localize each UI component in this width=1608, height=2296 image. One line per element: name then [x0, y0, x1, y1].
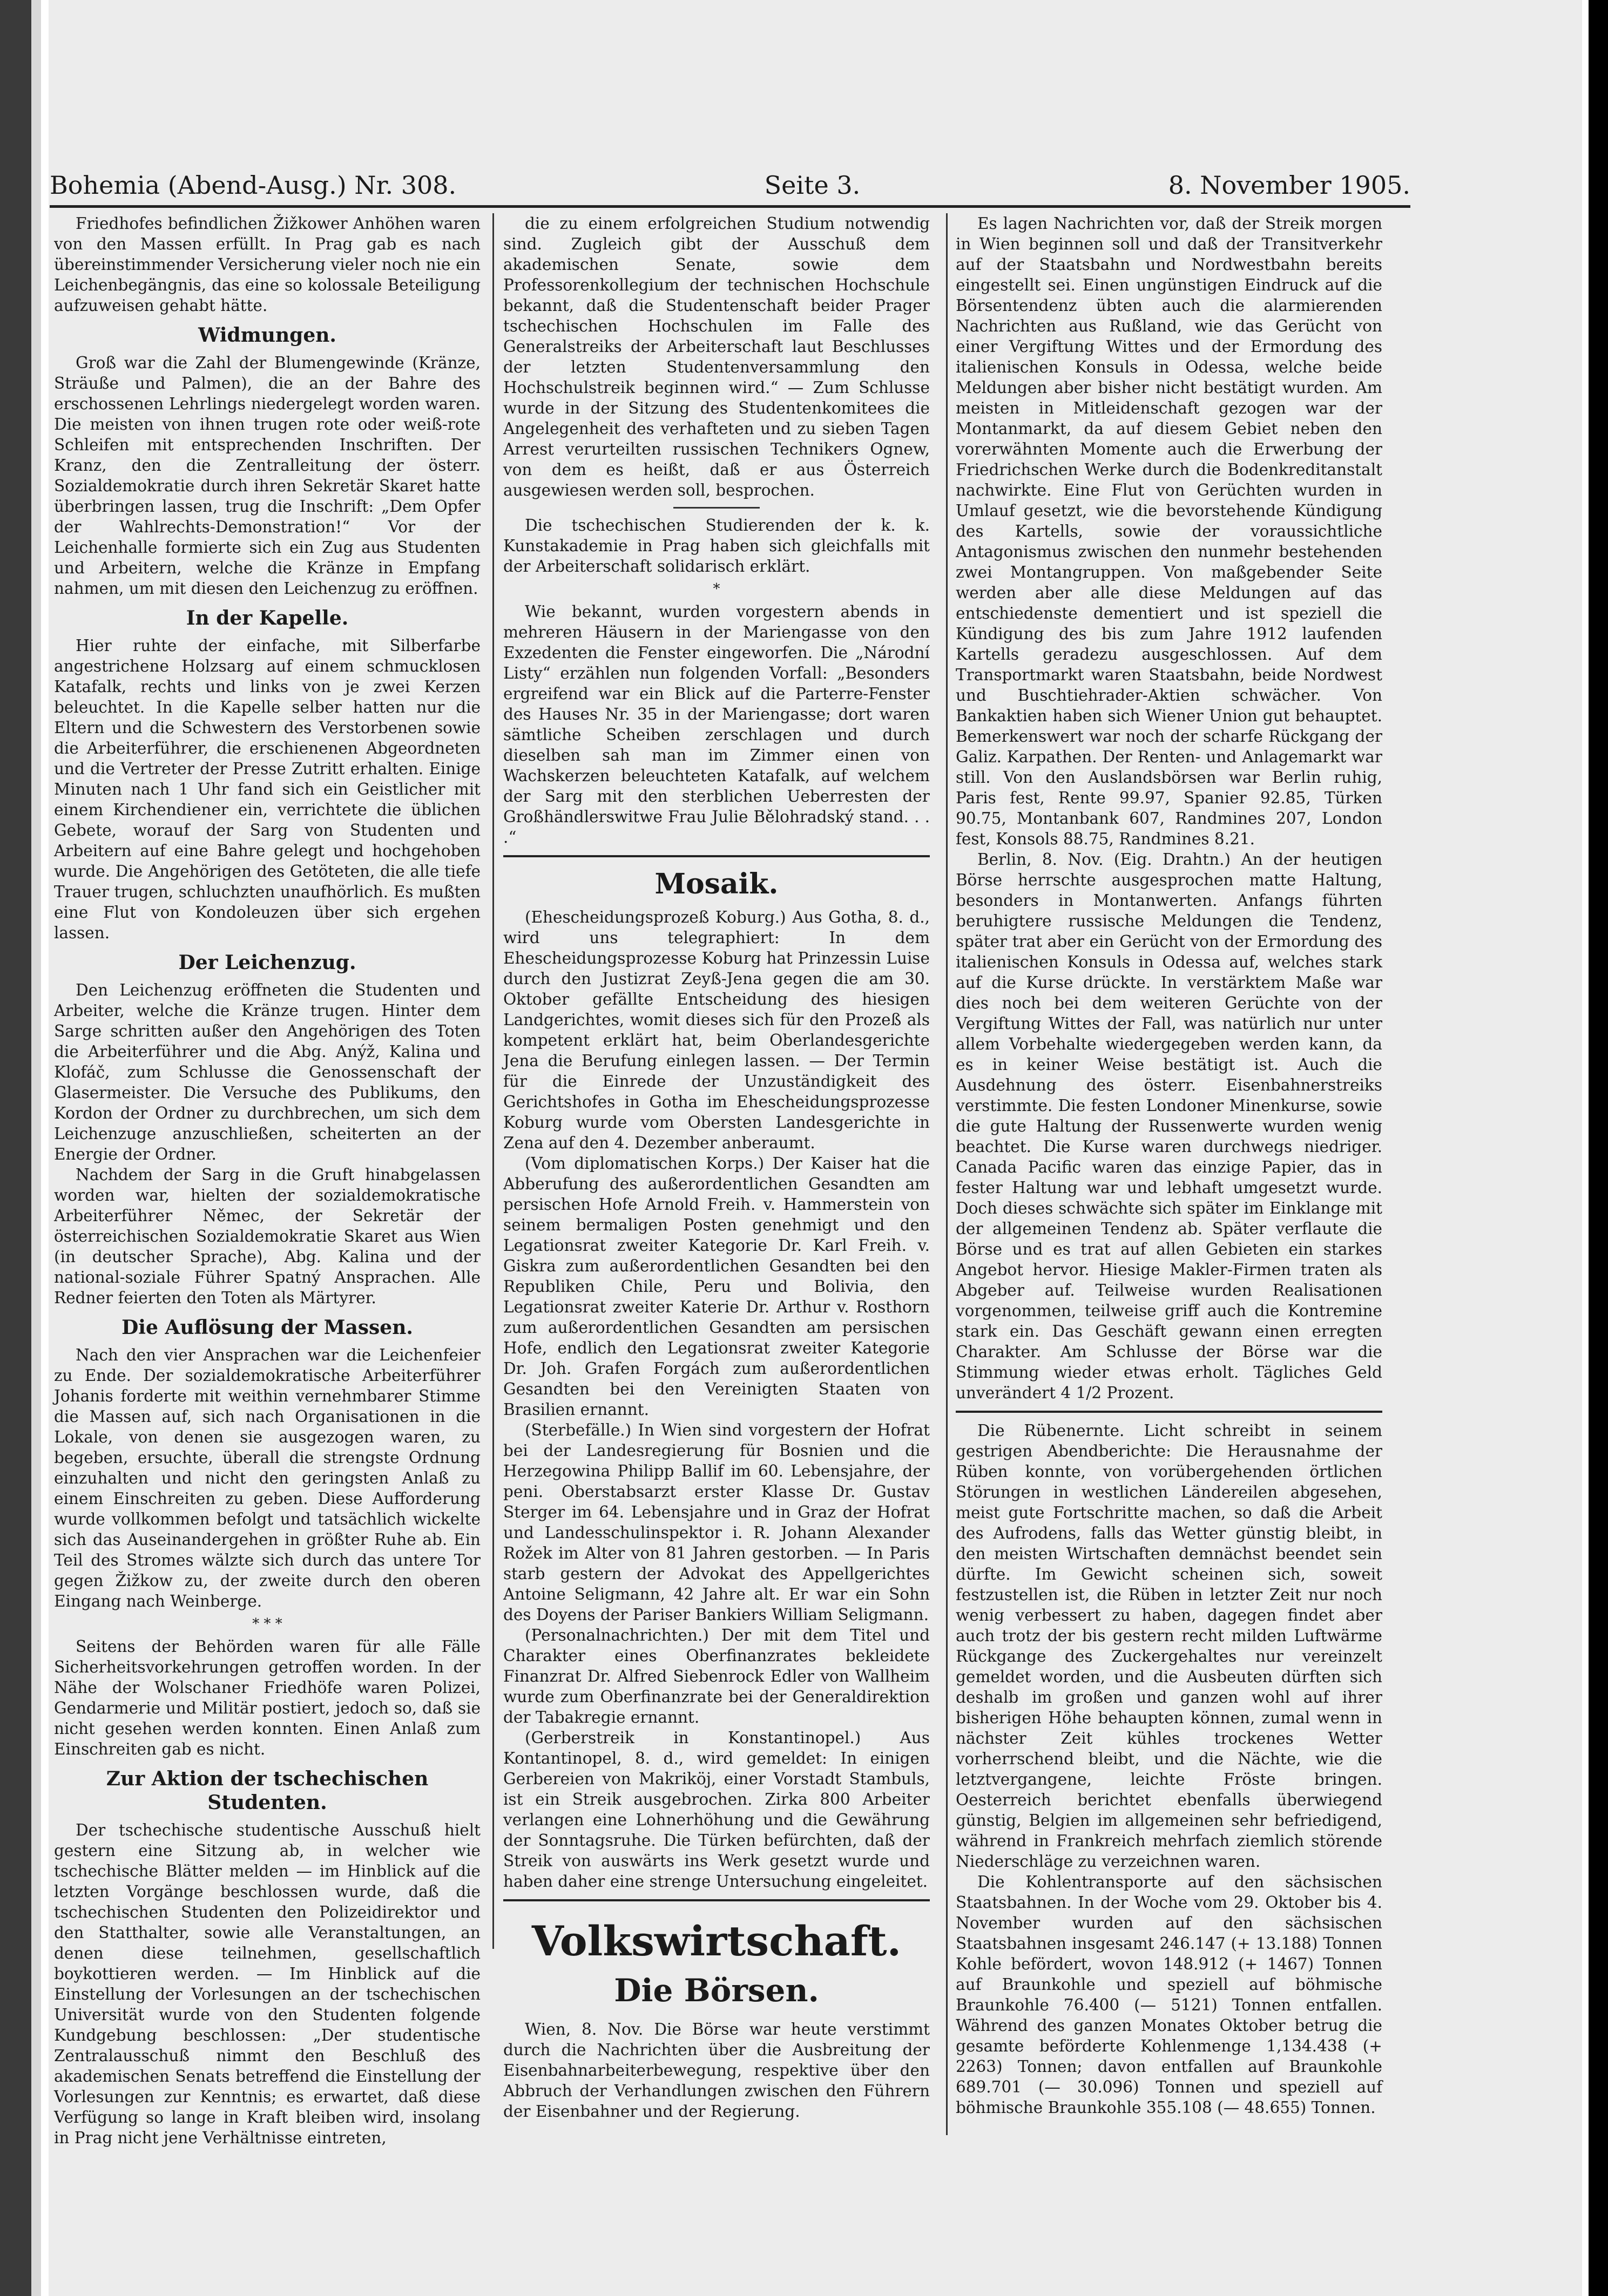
paragraph-boerse-continued: Es lagen Nachrichten vor, daß der Streik morgen in Wien beginnen soll und daß der Transitverkehr auf der Staatsbahn und Nordwestbahn bereits eingestellt sei. Einen ungünstigen Eindruck auf die Börsentendenz übten auch die alarmierenden Nachrichten aus Rußland, wie das Gerücht von einer Vergiftung Wittes und der Ermordung des italienischen Konsuls in Odessa, welche beide Meldungen aber bisher nicht bestätigt wurden. Am meisten in Mitleidenschaft gezogen war der Montanmarkt, da auf diesem Gebiet neben den vorerwähnten Momente auch die Erwerbung der Friedrichschen Werke durch die Bodenkreditanstalt nachwirkte. Eine Flut von Gerüchten wurden in Umlauf gesetzt, wie die bevorstehende Kündigung des Kartells, sowie der voraussichtliche Antagonismus zwischen den nunmehr bestehenden zwei Montangruppen. Von maßgebender Seite werden aber alle diese Meldungen auf das entschiedenste dementiert und ist speziell die Kündigung des bis zum Jahre 1912 laufenden Kartells geradezu ausgeschlossen. Auf dem Transportmarkt waren Staatsbahn, beide Nordwest und Buschtiehrader-Aktien schwächer. Von Bankaktien haben sich Wiener Union gut behauptet. Bemerkenswert war noch der scharfe Rückgang der Galiz. Karpathen. Der Renten- und Anlagemarkt war still. Von den Auslandsbörsen war Berlin ruhig, Paris fest, Rente 99.97, Spanier 92.85, Türken 90.75, Montanbank 607, Randmines 207, London fest, Konsols 88.75, Randmines 8.21.: [956, 214, 1382, 848]
paragraph-koburg: (Ehescheidungsprozeß Koburg.) Aus Gotha, 8. d., wird uns telegraphiert: In dem Ehescheidungsprozesse Koburg hat Prinzessin Luise durch den Justizrat Zeyß-Jena gegen die am 30. Oktober gefällte Entscheidung des hiesigen Landgerichtes, womit dieses sich für den Prozeß als kompetent erklärt hat, beim Oberlandesgerichte Jena die Berufung einlegen lassen. — Der Termin für die Einrede der Unzuständigkeit des Gerichtshofes in Gotha im Ehescheidungsprozesse Koburg wurde vom Obersten Landesgerichte in Zena auf den 4. Dezember anberaumt.: [503, 908, 930, 1152]
scan-border-right: [1589, 0, 1608, 2296]
paragraph-kunstakademie: Die tschechischen Studierenden der k. k. Kunstakademie in Prag haben sich gleichfalls mit der Arbeiterschaft solidarisch erklärt.: [503, 516, 930, 575]
heading-leichenzug: Der Leichenzug.: [178, 951, 356, 974]
column-1: [54, 213, 481, 2148]
paragraph-leichenzug-2: Nachdem der Sarg in die Gruft hinabgelassen worden war, hielten der sozialdemokratische Arbeiterführer Němec, der Sekretär der österreichischen Sozialdemokratie Skaret aus Wien (in deutscher Sprache), Abg. Kalina und der national-soziale Führer Spatný Ansprachen. Alle Redner feierten den Toten als Märtyrer.: [54, 1166, 481, 1307]
paragraph-leichenzug-1: Den Leichenzug eröffneten die Studenten und Arbeiter, welche die Kränze trugen. Hinter dem Sarge schritten außer den Angehörigen des Toten die Arbeiterführer und die Abg. Anýž, Kalina und Klofáč, zum Schlusse die Genossenschaft der Glasermeister. Die Versuche des Publikums, den Kordon der Ordner zu durchbrechen, um sich dem Leichenzuge anzuschließen, scheiterten an der Energie der Ordner.: [54, 981, 481, 1163]
heading-widmungen: Widmungen.: [198, 324, 336, 347]
paragraph-aktion-studenten: Der tschechische studentische Ausschuß hielt gestern eine Sitzung ab, in welcher wie tschechische Blätter melden — im Hinblick auf die letzten Vorgänge beschlossen wurde, daß die tschechischen Studenten den Polizeidirektor und den Statthalter, sowie alle Veranstaltungen, an denen diese teilnehmen, gesellschaftlich boykottieren werden. — Im Hinblick auf die Einstellung der Vorlesungen an der tschechischen Universität wurde von den Studenten folgende Kundgebung beschlossen: „Der studentische Zentralausschuß nimmt den Beschluß des akademischen Senats betreffend die Einstellung der Vorlesungen zur Kenntnis; es erwartet, daß diese Verfügung so lange in Kraft bleiben wird, insolang in Prag nicht jene Verhältnisse eintreten,: [54, 1821, 481, 2147]
heading-mosaik: Mosaik.: [654, 868, 779, 900]
paragraph-studenten-continued: die zu einem erfolgreichen Studium notwendig sind. Zugleich gibt der Ausschuß dem akademischen Senate, sowie dem Professorenkollegium der technischen Hochschule bekannt, daß die Studentenschaft beider Prager tschechischen Hochschulen im Falle des Generalstreiks der Arbeiterschaft laut Beschlusses der letzten Studentenversammlung den Hochschulstreik beginnen wird.“ — Zum Schlusse wurde in der Sitzung des Studentenkomitees die Angelegenheit des verhafteten und zu sieben Tagen Arrest verurteilten russischen Technikers Ognew, von dem es heißt, daß er aus Österreich ausgewiesen werden soll, besprochen.: [503, 214, 930, 499]
paragraph-personalnachrichten: (Personalnachrichten.) Der mit dem Titel und Charakter eines Oberfinanzrates bekleidete Finanzrat Dr. Alfred Siebenrock Edler von Wallheim wurde zum Oberfinanzrate bei der Generaldirektion der Tabakregie ernannt.: [503, 1626, 930, 1726]
paragraph-ruebenernte: Die Rübenernte. Licht schreibt in seinem gestrigen Abendberichte: Die Herausnahme der Rüben konnte, von vorübergehenden örtlichen Störungen in westlichen Ländereilen abgesehen, meist gute Fortschritte machen, so daß die Arbeit des Aufrodens, falls das Wetter günstig bleibt, in den meisten Wirtschaften demnächst beendet sein dürfte. Im Gewicht scheinen sich, soweit festzustellen ist, die Rüben in letzter Zeit nur noch wenig verbessert zu haben, dagegen findet aber auch trotz der bis gestern recht milden Luftwärme Rückgange des Zuckergehaltes nur vereinzelt gemeldet worden, und die Ausbeuten dürften sich deshalb im großen und ganzen wohl auf ihrer bisherigen Höhe behaupten können, zumal wenn in nächster Zeit kühles trockenes Wetter vorherrschend bleibt, und die Nächte, wie die letztvergangene, leichte Fröste bringen. Oesterreich berichtet ebenfalls überwiegend günstig, Belgien im allgemeinen sehr befriedigend, während in Frankreich mehrfach ziemlich störende Niederschläge zu verzeichnen waren.: [956, 1421, 1382, 1871]
scan-border-left: [0, 0, 31, 2296]
paragraph-funeral-intro: Friedhofes befindlichen Žižkower Anhöhen waren von den Massen erfüllt. In Prag gab es nach übereinstimmender Versicherung vieler noch nie ein Leichenbegängnis, das eine so kolossale Beteiligung aufzuweisen gehabt hätte.: [54, 214, 481, 315]
section-divider: [503, 855, 930, 857]
paragraph-diplomatisches-korps: (Vom diplomatischen Korps.) Der Kaiser hat die Abberufung des außerordentlichen Gesandten am persischen Hofe Arnold Freih. v. Hammerstein von seinem bermaligen Posten genehmigt und den Legationsrat zweiter Kategorie Dr. Karl Freih. v. Giskra zum außerordentlichen Gesandten bei den Republiken Chile, Peru und Bolivia, den Legationsrat zweiter Katerie Dr. Arthur v. Rosthorn zum außerordentlichen Gesandten am persischen Hofe, endlich den Legationsrat zweiter Kategorie Dr. Joh. Grafen Forgách zum außerordentlichen Gesandten bei den Vereinigten Staaten von Brasilien ernannt.: [503, 1154, 930, 1419]
section-divider: [503, 1899, 930, 1901]
header-rule: [50, 205, 1410, 208]
section-stars: * * *: [252, 1616, 282, 1632]
page-header: [50, 162, 1410, 200]
paragraph-kohlentransporte: Die Kohlentransporte auf den sächsischen Staatsbahnen. In der Woche vom 29. Oktober bis 4. November wurden auf den sächsischen Staatsbahnen insgesamt 246.147 (+ 13.188) Tonnen Kohle befördert, wovon 148.912 (+ 1467) Tonnen auf Braunkohle und speziell auf böhmische Braunkohle 76.400 (— 5121) Tonnen entfallen. Während des ganzen Monates Oktober betrug die gesamte beförderte Kohlenmenge 1,134.438 (+ 2263) Tonnen; davon entfallen auf Braunkohle 689.701 (— 30.096) Tonnen und speziell auf böhmische Braunkohle 355.108 (— 48.655) Tonnen.: [956, 1873, 1382, 2117]
heading-volkswirtschaft: Volkswirtschaft.: [531, 1917, 902, 1965]
paragraph-kapelle: Hier ruhte der einfache, mit Silberfarbe angestrichene Holzsarg auf einem schmucklosen Katafalk, rechts und links von je zwei Kerzen beleuchtet. In die Kapelle selber hatten nur die Eltern und die Schwestern des Verstorbenen sowie die Arbeiterführer, die erschienenen Abgeordneten und die Vertreter der Presse Zutritt erhalten. Einige Minuten nach 1 Uhr fand sich ein Geistlicher mit einem Kirchendiener ein, verrichtete die üblichen Gebete, worauf der Sarg von Studenten und Arbeitern auf eine Bahre gelegt und hochgehoben wurde. Die Angehörigen des Getöteten, die alle tiefe Trauer trugen, schluchzten unaufhörlich. Es mußten eine Flut von Kondoleuzen über sich ergehen lassen.: [54, 636, 481, 942]
masthead-issue: Bohemia (Abend-Ausg.) Nr. 308.: [50, 171, 457, 200]
short-divider: [673, 507, 760, 509]
paragraph-wien-boerse: Wien, 8. Nov. Die Börse war heute verstimmt durch die Nachrichten über die Ausbreitung der Eisenbahnarbeiterbewegung, respektive über den Abbruch der Verhandlungen zwischen den Führern der Eisenbahner und der Regierung.: [503, 2020, 930, 2121]
heading-aufloesung: Die Auflösung der Massen.: [121, 1316, 413, 1339]
section-divider: [956, 1411, 1382, 1413]
paragraph-mariengasse: Wie bekannt, wurden vorgestern abends in mehreren Häusern in der Mariengasse von den Exzedenten die Fenster eingeworfen. Die „Národní Listy“ erzählen nun folgenden Vorfall: „Besonders ergreifend war ein Blick auf die Parterre-Fenster des Hauses Nr. 35 in der Mariengasse; dort waren sämtliche Scheiben zerschlagen und durch dieselben sah man im Zimmer einen von Wachskerzen beleuchteten Katafalk, auf welchem der Sarg mit den sterblichen Ueberresten der Großhändlerswitwe Frau Julie Bělohradský stand. . . .“: [503, 602, 930, 846]
paragraph-aufloesung: Nach den vier Ansprachen war die Leichenfeier zu Ende. Der sozialdemokratische Arbeiterführer Johanis forderte mit weithin vernehmbarer Stimme die Massen auf, sich nach Organisationen in die Lokale, von denen sie ausgezogen waren, zu begeben, ersuchte, überall die strengste Ordnung einzuhalten und nicht den geringsten Anlaß zu einem Einschreiten zu geben. Diese Aufforderung wurde vollkommen befolgt und tatsächlich wickelte sich das Auseinandergehen in größter Ruhe ab. Ein Teil des Stromes wälzte sich durch das untere Tor gegen Žižkow zu, der zweite durch den oberen Eingang nach Weinberge.: [54, 1346, 481, 1610]
heading-aktion-studenten: Zur Aktion der tschechischen Studenten.: [106, 1767, 429, 1814]
paragraph-sterbefaelle: (Sterbefälle.) In Wien sind vorgestern der Hofrat bei der Landesregierung für Bosnien und die Herzegowina Philipp Ballif im 60. Lebensjahre, der peni. Oberstabsarzt erster Klasse Dr. Gustav Sterger im 64. Lebensjahre und in Graz der Hofrat und Landesschulinspektor i. R. Johann Alexander Rožek im Alter von 81 Jahren gestorben. — In Paris starb gestern der Advokat des Appellgerichtes Antoine Seligmann, 42 Jahre alt. Er war ein Sohn des Doyens der Pariser Bankiers William Seligmann.: [503, 1421, 930, 1624]
heading-kapelle: In der Kapelle.: [186, 607, 349, 629]
column-2: [503, 213, 930, 2122]
paragraph-berlin-boerse: Berlin, 8. Nov. (Eig. Drahtn.) An der heutigen Börse herrschte ausgesprochen matte Haltung, besonders in Montanwerten. Anfangs führten beruhigtere russische Meldungen die Tendenz, später trat aber ein Gerücht von der Ermordung des italienischen Konsuls in Odessa auf, welches stark auf die Kurse drückte. In verstärktem Maße war dies noch bei dem weiteren Gerüchte von der Vergiftung Wittes der Fall, was natürlich nur unter allem Vorbehalte wiedergegeben werden kann, da es in keiner Weise bestätigt ist. Auch die Ausdehnung des österr. Eisenbahnerstreiks verstimmte. Die festen Londoner Minenkurse, sowie die gute Haltung der Russenwerte wurden wenig beachtet. Die Kurse waren durchwegs niedriger. Canada Pacific waren das einzige Papier, das in fester Haltung war und lebhaft umgesetzt wurde. Doch dieses schwächte sich später im Einklange mit der allgemeinen Tendenz ab. Später verflaute die Börse und es trat auf allen Gebieten ein starkes Angebot hervor. Hiesige Makler-Firmen traten als Abgeber auf. Teilweise wurden Realisationen vorgenommen, teilweise griff auch die Kontremine stark ein. Das Geschäft gewann einen erregten Charakter. Am Schlusse der Börse war die Stimmung wieder etwas erholt. Tägliches Geld unverändert 4 1/2 Prozent.: [956, 850, 1382, 1402]
issue-date: 8. November 1905.: [1168, 171, 1410, 200]
column-rule-2: [946, 213, 948, 2135]
paragraph-behoerden: Seitens der Behörden waren für alle Fälle Sicherheitsvorkehrungen getroffen worden. In der Nähe der Wolschaner Friedhöfe waren Polizei, Gendarmerie und Militär postiert, jedoch so, daß sie nicht gesehen werden konnten. Einen Anlaß zum Einschreiten gab es nicht.: [54, 1637, 481, 1758]
page-number: Seite 3.: [764, 171, 861, 200]
column-rule-1: [492, 213, 494, 1949]
paragraph-widmungen: Groß war die Zahl der Blumengewinde (Kränze, Sträuße und Palmen), die an der Bahre des erschossenen Lehrlings niedergelegt worden waren. Die meisten von ihnen trugen rote oder weiß-rote Schleifen mit entsprechenden Inschriften. Der Kranz, den die Zentralleitung der österr. Sozialdemokratie durch ihren Sekretär Skaret hatte überbringen lassen, trug die Inschrift: „Dem Opfer der Wahlrechts-Demonstration!“ Vor der Leichenhalle formierte sich ein Zug aus Studenten und Arbeitern, welche die Kränze in Empfang nahmen, um mit diesen den Leichenzug zu eröffnen.: [54, 354, 481, 598]
column-3: [956, 213, 1382, 2118]
heading-boersen: Die Börsen.: [614, 1972, 819, 2009]
paragraph-gerberstreik: (Gerberstreik in Konstantinopel.) Aus Kontantinopel, 8. d., wird gemeldet: In einigen Gerbereien von Makriköj, einer Vorstadt Stambuls, ist ein Streik ausgebrochen. Zirka 800 Arbeiter verlangen eine Lohnerhöhung und die Gewährung der Sonntagsruhe. Die Türken befürchten, daß der Streik von auswärts ins Werk gesetzt wurde und haben daher eine strenge Untersuchung eingeleitet.: [503, 1729, 930, 1891]
scan-border-left-inner: [31, 0, 41, 2296]
section-stars: *: [713, 581, 720, 597]
